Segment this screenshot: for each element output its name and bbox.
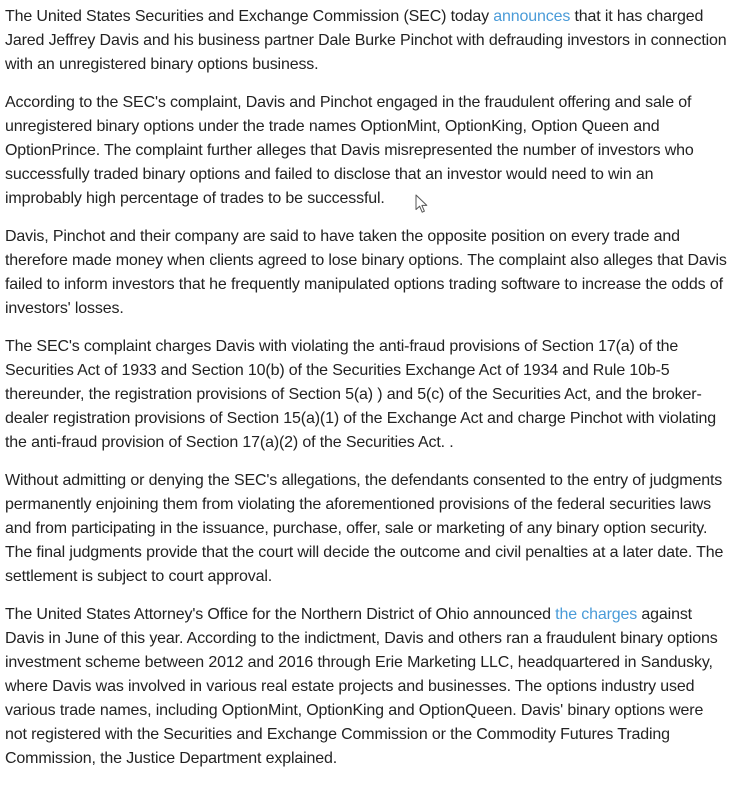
paragraph-settlement: Without admitting or denying the SEC's allegations, the defendants consented to the entry of judgments permanently enjoining them from violating the aforementioned provisions of the federal securities laws and from participating in the issuance, purchase, offer, sale or marketing of any binary option security. The final judgments provide that the court will decide the outcome and civil penalties at a later date. The settlement is subject to court approval. xyxy=(5,472,724,585)
paragraph-text: The United States Attorney's Office for the Northern District of Ohio announced xyxy=(5,606,556,623)
paragraph-text: that it has charged Jared Jeffrey Davis and his business partner Dale Burke Pinchot with defrauding investors in connection with an unregistered binary options business. xyxy=(5,8,727,73)
paragraph-complaint: According to the SEC's complaint, Davis and Pinchot engaged in the fraudulent offering and sale of unregistered binary options under the trade names OptionMint, OptionKing, Option Queen and OptionPrince. The complaint further alleges that Davis misrepresented the number of investors who successfully traded binary options and failed to disclose that an investor would need to win an improbably high percentage of trades to be successful. xyxy=(5,94,694,207)
paragraph-sec-announcement xyxy=(5,5,728,77)
paragraph-text: The United States Securities and Exchange Commission (SEC) today xyxy=(5,8,494,25)
the-charges-link[interactable]: the charges xyxy=(555,606,638,623)
paragraph-opposite-position: Davis, Pinchot and their company are said to have taken the opposite position on every trade and therefore made money when clients agreed to lose binary options. The complaint also alleges that Davis failed to inform investors that he frequently manipulated options trading software to increase the odds of investors' losses. xyxy=(5,228,727,317)
paragraph-us-attorney xyxy=(5,603,728,771)
paragraph-charges: The SEC's complaint charges Davis with violating the anti-fraud provisions of Section 17(a) of the Securities Act of 1933 and Section 10(b) of the Securities Exchange Act of 1934 and Rule 10b-5 thereunder, the registration provisions of Section 5(a) ) and 5(c) of the Securities Act, and the broker-dealer registration provisions of Section 15(a)(1) of the Exchange Act and charge Pinchot with violating the anti-fraud provision of Section 17(a)(2) of the Securities Act. . xyxy=(5,338,717,451)
paragraph-text: against Davis in June of this year. According to the indictment, Davis and others ran a fraudulent binary options investment scheme between 2012 and 2016 through Erie Marketing LLC, headquartered in Sandusky, where Davis was involved in various real estate projects and businesses. The options industry used various trade names, including OptionMint, OptionKing and OptionQueen. Davis' binary options were not registered with the Securities and Exchange Commission or the Commodity Futures Trading Commission, the Justice Department explained. xyxy=(5,606,718,767)
announces-link[interactable]: announces xyxy=(493,8,571,25)
